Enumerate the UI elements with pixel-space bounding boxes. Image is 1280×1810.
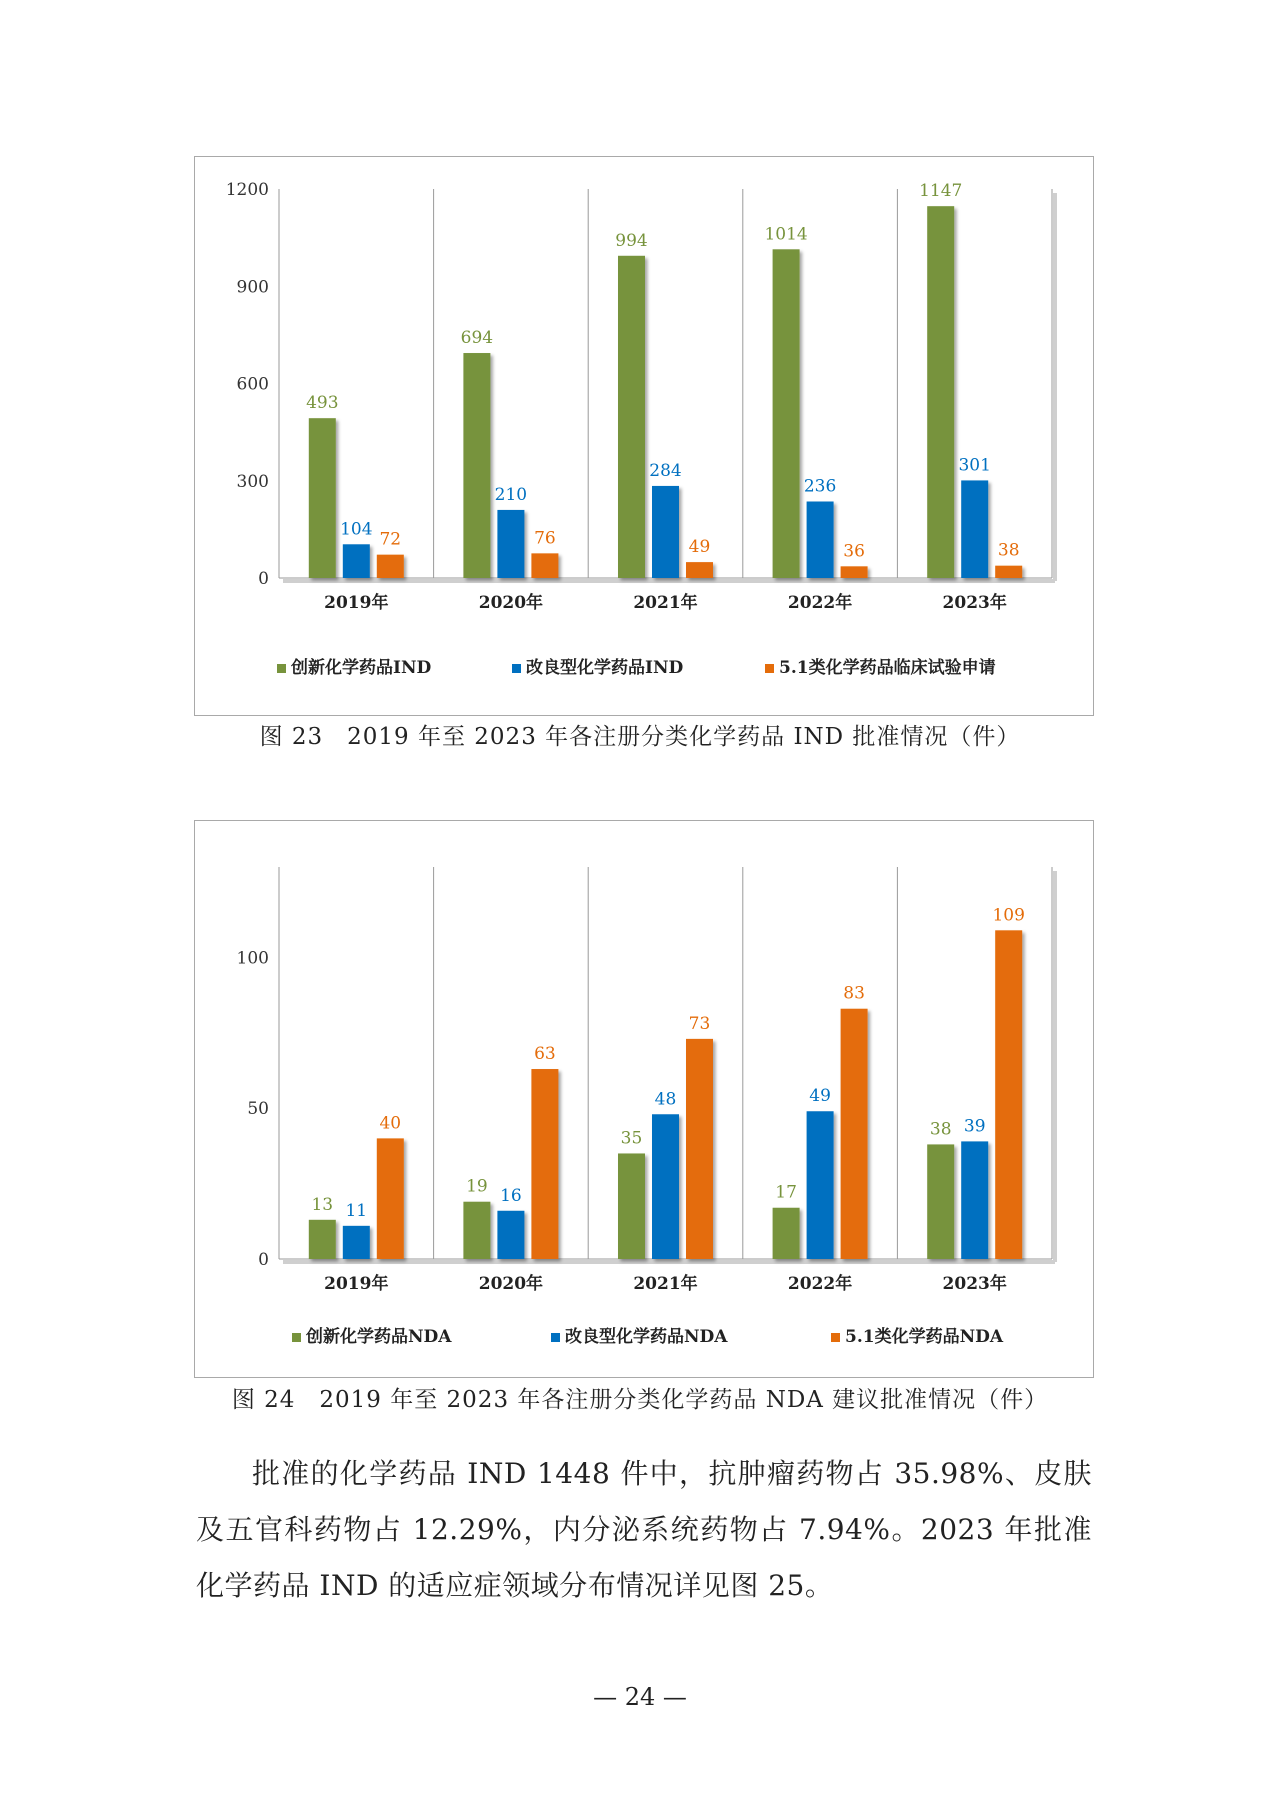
bar xyxy=(618,1153,645,1259)
bar xyxy=(807,501,834,578)
x-tick-label: 2020年 xyxy=(478,1274,544,1294)
y-tick-label: 100 xyxy=(236,948,269,969)
data-label: 17 xyxy=(775,1182,797,1203)
data-label: 48 xyxy=(654,1089,677,1110)
bar xyxy=(686,562,713,578)
legend-label: 5.1类化学药品临床试验申请 xyxy=(779,658,996,678)
legend-label: 改良型化学药品IND xyxy=(526,658,684,678)
data-label: 39 xyxy=(963,1116,986,1137)
data-label: 38 xyxy=(997,540,1020,561)
data-label: 36 xyxy=(843,541,865,562)
data-label: 13 xyxy=(311,1194,334,1215)
legend-swatch xyxy=(551,1333,560,1342)
y-tick-label: 0 xyxy=(258,1250,269,1270)
x-tick-label: 2022年 xyxy=(787,1274,853,1294)
legend-swatch xyxy=(765,664,774,673)
bar xyxy=(497,1211,524,1259)
data-label: 35 xyxy=(620,1128,643,1149)
bar xyxy=(531,553,558,578)
y-tick-label: 900 xyxy=(236,277,269,298)
bar xyxy=(841,566,868,578)
data-label: 109 xyxy=(992,905,1025,926)
bar xyxy=(377,1138,404,1259)
data-label: 73 xyxy=(688,1013,711,1034)
bar xyxy=(961,1141,988,1259)
bar xyxy=(377,555,404,578)
bar xyxy=(463,353,490,578)
bar xyxy=(961,480,988,578)
legend-swatch xyxy=(292,1333,301,1342)
y-tick-label: 50 xyxy=(247,1099,269,1120)
data-label: 694 xyxy=(460,328,494,349)
data-label: 40 xyxy=(379,1113,402,1134)
data-label: 49 xyxy=(688,537,711,558)
bar xyxy=(773,1208,800,1259)
data-label: 104 xyxy=(340,519,373,540)
legend-swatch xyxy=(277,664,286,673)
bar xyxy=(995,566,1022,578)
bar xyxy=(618,256,645,578)
data-label: 76 xyxy=(534,528,556,549)
data-label: 493 xyxy=(306,393,339,414)
data-label: 19 xyxy=(466,1176,488,1197)
figure-23-chart xyxy=(194,156,1094,716)
figure-24-svg xyxy=(195,821,1095,1379)
bar xyxy=(531,1069,558,1259)
bar xyxy=(841,1009,868,1259)
data-label: 1014 xyxy=(764,224,808,245)
legend-label: 5.1类化学药品NDA xyxy=(845,1327,1004,1347)
legend-swatch xyxy=(831,1333,840,1342)
data-label: 72 xyxy=(379,529,402,550)
data-label: 83 xyxy=(843,983,865,1004)
data-label: 1147 xyxy=(919,181,963,202)
legend-swatch xyxy=(512,664,521,673)
bar xyxy=(309,418,336,578)
bar xyxy=(927,206,954,578)
data-label: 11 xyxy=(345,1200,368,1221)
x-tick-label: 2023年 xyxy=(942,1274,1007,1294)
figure-23-svg xyxy=(195,157,1095,717)
x-tick-label: 2021年 xyxy=(633,593,698,613)
bar xyxy=(995,930,1022,1259)
bar xyxy=(343,544,370,578)
bar xyxy=(927,1144,954,1259)
data-label: 284 xyxy=(649,460,682,481)
bar xyxy=(686,1039,713,1259)
y-tick-label: 0 xyxy=(258,569,269,589)
y-tick-label: 600 xyxy=(236,374,269,395)
bar xyxy=(463,1202,490,1259)
bar xyxy=(343,1226,370,1259)
bar xyxy=(807,1111,834,1259)
body-paragraph: 批准的化学药品 IND 1448 件中，抗肿瘤药物占 35.98%、皮肤及五官科药物占 12.29%，内分泌系统药物占 7.94%。2023 年批准化学药品 IND 的适应症领域分布情况详见图 25。 xyxy=(196,1457,1092,1602)
legend-label: 创新化学药品NDA xyxy=(306,1327,452,1347)
x-tick-label: 2019年 xyxy=(324,593,389,613)
figure-23-caption: 图 23 2019 年至 2023 年各注册分类化学药品 IND 批准情况（件） xyxy=(259,724,1021,750)
bar xyxy=(497,510,524,578)
y-tick-label: 300 xyxy=(236,471,269,492)
page-number: — 24 — xyxy=(593,1683,687,1711)
data-label: 236 xyxy=(803,476,837,497)
legend-label: 改良型化学药品NDA xyxy=(565,1327,728,1347)
figure-24-caption: 图 24 2019 年至 2023 年各注册分类化学药品 NDA 建议批准情况（件） xyxy=(231,1387,1049,1413)
data-label: 38 xyxy=(929,1119,952,1140)
data-label: 63 xyxy=(534,1044,556,1065)
data-label: 301 xyxy=(958,455,991,476)
figure-24-chart xyxy=(194,820,1094,1378)
x-tick-label: 2023年 xyxy=(942,593,1007,613)
bar xyxy=(652,1114,679,1259)
bar xyxy=(773,249,800,578)
bar xyxy=(309,1220,336,1259)
legend-label: 创新化学药品IND xyxy=(291,658,432,678)
data-label: 210 xyxy=(494,484,528,505)
data-label: 16 xyxy=(500,1185,522,1206)
x-tick-label: 2021年 xyxy=(633,1274,698,1294)
x-tick-label: 2019年 xyxy=(324,1274,389,1294)
x-tick-label: 2020年 xyxy=(478,593,544,613)
data-label: 49 xyxy=(809,1086,831,1107)
x-tick-label: 2022年 xyxy=(787,593,853,613)
data-label: 994 xyxy=(615,230,648,251)
y-tick-label: 1200 xyxy=(225,180,269,200)
bar xyxy=(652,486,679,578)
